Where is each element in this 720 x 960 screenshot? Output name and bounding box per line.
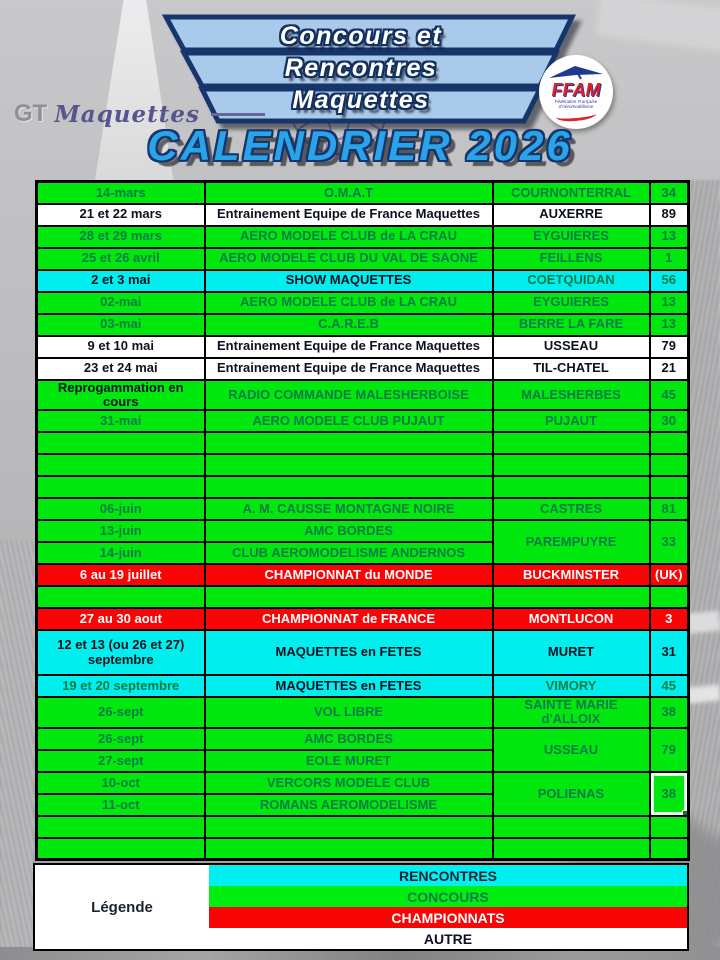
- location-cell[interactable]: MONTLUCON: [493, 608, 650, 630]
- location-cell[interactable]: AUXERRE: [493, 204, 650, 226]
- location-cell[interactable]: BERRE LA FARE: [493, 314, 650, 336]
- table-row: [37, 358, 689, 380]
- event-cell[interactable]: MAQUETTES en FETES: [205, 675, 493, 697]
- legend-row: [34, 864, 688, 886]
- count-cell[interactable]: 89: [650, 204, 689, 226]
- location-cell[interactable]: [493, 838, 650, 860]
- count-cell[interactable]: 33: [650, 520, 689, 564]
- count-cell[interactable]: 38: [650, 772, 689, 816]
- count-cell[interactable]: 56: [650, 270, 689, 292]
- count-cell[interactable]: [650, 476, 689, 498]
- count-cell[interactable]: [650, 816, 689, 838]
- location-cell[interactable]: PUJAUT: [493, 410, 650, 432]
- legend-title: Légende: [34, 864, 209, 950]
- table-row: [37, 476, 689, 498]
- event-cell[interactable]: [205, 838, 493, 860]
- location-cell[interactable]: PAREMPUYRE: [493, 520, 650, 564]
- date-cell[interactable]: 13-juin: [37, 520, 205, 542]
- location-cell[interactable]: CASTRES: [493, 498, 650, 520]
- date-cell[interactable]: 27-sept: [37, 750, 205, 772]
- legend-item-concours: CONCOURS: [209, 886, 688, 907]
- legend-table: [33, 863, 689, 951]
- location-cell[interactable]: MALESHERBES: [493, 380, 650, 411]
- location-cell[interactable]: MURET: [493, 630, 650, 675]
- count-cell[interactable]: 45: [650, 380, 689, 411]
- location-cell[interactable]: VIMORY: [493, 675, 650, 697]
- location-cell[interactable]: [493, 432, 650, 454]
- event-cell[interactable]: CLUB AEROMODELISME ANDERNOS: [205, 542, 493, 564]
- date-cell[interactable]: 10-oct: [37, 772, 205, 794]
- event-cell[interactable]: AERO MODELE CLUB PUJAUT: [205, 410, 493, 432]
- count-cell[interactable]: [650, 586, 689, 608]
- date-cell[interactable]: [37, 838, 205, 860]
- date-cell[interactable]: 14-mars: [37, 182, 205, 204]
- table-row: [37, 292, 689, 314]
- count-cell[interactable]: 13: [650, 292, 689, 314]
- table-row: [37, 248, 689, 270]
- event-cell[interactable]: Entrainement Equipe de France Maquettes: [205, 336, 493, 358]
- background-band: [686, 610, 720, 633]
- table-row: [37, 816, 689, 838]
- date-cell[interactable]: [37, 432, 205, 454]
- date-cell[interactable]: 27 au 30 aout: [37, 608, 205, 630]
- event-cell[interactable]: SHOW MAQUETTES: [205, 270, 493, 292]
- event-cell[interactable]: [205, 432, 493, 454]
- event-cell[interactable]: VOL LIBRE: [205, 697, 493, 728]
- location-cell[interactable]: USSEAU: [493, 336, 650, 358]
- table-row: [37, 586, 689, 608]
- ffam-subtext: Fédération Française d'Aéromodélisme: [554, 98, 598, 109]
- date-cell[interactable]: Reprogammation en cours: [37, 380, 205, 411]
- event-cell[interactable]: AMC BORDES: [205, 728, 493, 750]
- date-cell[interactable]: 31-mai: [37, 410, 205, 432]
- legend-item-rencontres: RENCONTRES: [209, 864, 688, 886]
- count-cell[interactable]: 30: [650, 410, 689, 432]
- count-cell[interactable]: 79: [650, 336, 689, 358]
- date-cell[interactable]: 2 et 3 mai: [37, 270, 205, 292]
- event-cell[interactable]: ROMANS AEROMODELISME: [205, 794, 493, 816]
- location-cell[interactable]: FEILLENS: [493, 248, 650, 270]
- location-cell[interactable]: EYGUIERES: [493, 292, 650, 314]
- event-cell[interactable]: AERO MODELE CLUB de LA CRAU: [205, 292, 493, 314]
- background-band: [686, 684, 720, 703]
- table-row: [37, 564, 689, 586]
- event-cell[interactable]: O.M.A.T: [205, 182, 493, 204]
- date-cell[interactable]: [37, 816, 205, 838]
- count-cell[interactable]: 13: [650, 226, 689, 248]
- count-cell[interactable]: 38: [650, 697, 689, 728]
- event-cell[interactable]: C.A.R.E.B: [205, 314, 493, 336]
- calendar-table: [35, 180, 690, 861]
- date-cell[interactable]: 23 et 24 mai: [37, 358, 205, 380]
- event-cell[interactable]: [205, 454, 493, 476]
- event-cell[interactable]: A. M. CAUSSE MONTAGNE NOIRE: [205, 498, 493, 520]
- date-cell[interactable]: 12 et 13 (ou 26 et 27) septembre: [37, 630, 205, 675]
- background-grass-left: [0, 540, 34, 950]
- date-cell[interactable]: 28 et 29 mars: [37, 226, 205, 248]
- date-cell[interactable]: [37, 476, 205, 498]
- count-cell[interactable]: (UK): [650, 564, 689, 586]
- date-cell[interactable]: 02-mai: [37, 292, 205, 314]
- table-row: [37, 432, 689, 454]
- date-cell[interactable]: 06-juin: [37, 498, 205, 520]
- event-cell[interactable]: Entrainement Equipe de France Maquettes: [205, 204, 493, 226]
- date-cell[interactable]: 21 et 22 mars: [37, 204, 205, 226]
- date-cell[interactable]: 9 et 10 mai: [37, 336, 205, 358]
- table-row: [37, 454, 689, 476]
- banner-line-3: Maquettes: [292, 86, 430, 114]
- location-cell[interactable]: COETQUIDAN: [493, 270, 650, 292]
- ffam-acronym: FFAM: [551, 79, 601, 100]
- date-cell[interactable]: 6 au 19 juillet: [37, 564, 205, 586]
- location-cell[interactable]: COURNONTERRAL: [493, 182, 650, 204]
- location-cell[interactable]: SAINTE MARIE d'ALLOIX: [493, 697, 650, 728]
- table-row: [37, 520, 689, 542]
- table-row: [37, 728, 689, 750]
- table-row: [37, 380, 689, 411]
- count-cell[interactable]: 3: [650, 608, 689, 630]
- location-cell[interactable]: TIL-CHATEL: [493, 358, 650, 380]
- table-row: [37, 697, 689, 728]
- count-cell[interactable]: 79: [650, 728, 689, 772]
- table-row: [37, 336, 689, 358]
- table-row: [37, 772, 689, 794]
- event-cell[interactable]: [205, 586, 493, 608]
- event-cell[interactable]: VERCORS MODELE CLUB: [205, 772, 493, 794]
- table-row: [37, 608, 689, 630]
- event-cell[interactable]: Entrainement Equipe de France Maquettes: [205, 358, 493, 380]
- date-cell[interactable]: 11-oct: [37, 794, 205, 816]
- banner-line-2: Rencontres: [284, 54, 438, 82]
- gt-logo-text: GT: [14, 100, 48, 127]
- date-cell[interactable]: [37, 586, 205, 608]
- event-cell[interactable]: AMC BORDES: [205, 520, 493, 542]
- date-cell[interactable]: 19 et 20 septembre: [37, 675, 205, 697]
- count-cell[interactable]: 13: [650, 314, 689, 336]
- location-cell[interactable]: EYGUIERES: [493, 226, 650, 248]
- location-cell[interactable]: [493, 476, 650, 498]
- location-cell[interactable]: [493, 454, 650, 476]
- ffam-logo: [539, 55, 613, 129]
- page-title: CALENDRIER 2026: [147, 122, 573, 169]
- table-row: [37, 498, 689, 520]
- table-row: [37, 182, 689, 204]
- event-cell[interactable]: EOLE MURET: [205, 750, 493, 772]
- count-cell[interactable]: 81: [650, 498, 689, 520]
- event-cell[interactable]: CHAMPIONNAT de FRANCE: [205, 608, 493, 630]
- event-cell[interactable]: AERO MODELE CLUB de LA CRAU: [205, 226, 493, 248]
- event-cell[interactable]: [205, 476, 493, 498]
- count-cell[interactable]: 1: [650, 248, 689, 270]
- event-cell[interactable]: MAQUETTES en FETES: [205, 630, 493, 675]
- event-cell[interactable]: [205, 816, 493, 838]
- date-cell[interactable]: 25 et 26 avril: [37, 248, 205, 270]
- count-cell[interactable]: [650, 838, 689, 860]
- event-cell[interactable]: CHAMPIONNAT du MONDE: [205, 564, 493, 586]
- count-cell[interactable]: [650, 432, 689, 454]
- glider-icon: [547, 63, 605, 81]
- date-cell[interactable]: 26-sept: [37, 728, 205, 750]
- event-cell[interactable]: AERO MODELE CLUB DU VAL DE SAONE: [205, 248, 493, 270]
- table-row: [37, 630, 689, 675]
- table-row: [37, 675, 689, 697]
- table-row: [37, 270, 689, 292]
- table-row: [37, 314, 689, 336]
- location-cell[interactable]: BUCKMINSTER: [493, 564, 650, 586]
- count-cell[interactable]: 21: [650, 358, 689, 380]
- count-cell[interactable]: 31: [650, 630, 689, 675]
- legend-item-autre: AUTRE: [209, 928, 688, 950]
- table-row: [37, 204, 689, 226]
- location-cell[interactable]: POLIENAS: [493, 772, 650, 816]
- date-cell[interactable]: 26-sept: [37, 697, 205, 728]
- gt-logo-script-text: Maquettes: [54, 100, 200, 128]
- location-cell[interactable]: [493, 586, 650, 608]
- count-cell[interactable]: 45: [650, 675, 689, 697]
- ffam-swoosh: [556, 109, 597, 123]
- event-cell[interactable]: RADIO COMMANDE MALESHERBOISE: [205, 380, 493, 411]
- legend-item-championnats: CHAMPIONNATS: [209, 907, 688, 928]
- table-row: [37, 838, 689, 860]
- banner-line-1: Concours et: [279, 22, 443, 50]
- count-cell[interactable]: 34: [650, 182, 689, 204]
- date-cell[interactable]: 03-mai: [37, 314, 205, 336]
- count-cell[interactable]: [650, 454, 689, 476]
- table-row: [37, 410, 689, 432]
- location-cell[interactable]: [493, 816, 650, 838]
- date-cell[interactable]: 14-juin: [37, 542, 205, 564]
- location-cell[interactable]: USSEAU: [493, 728, 650, 772]
- table-row: [37, 226, 689, 248]
- date-cell[interactable]: [37, 454, 205, 476]
